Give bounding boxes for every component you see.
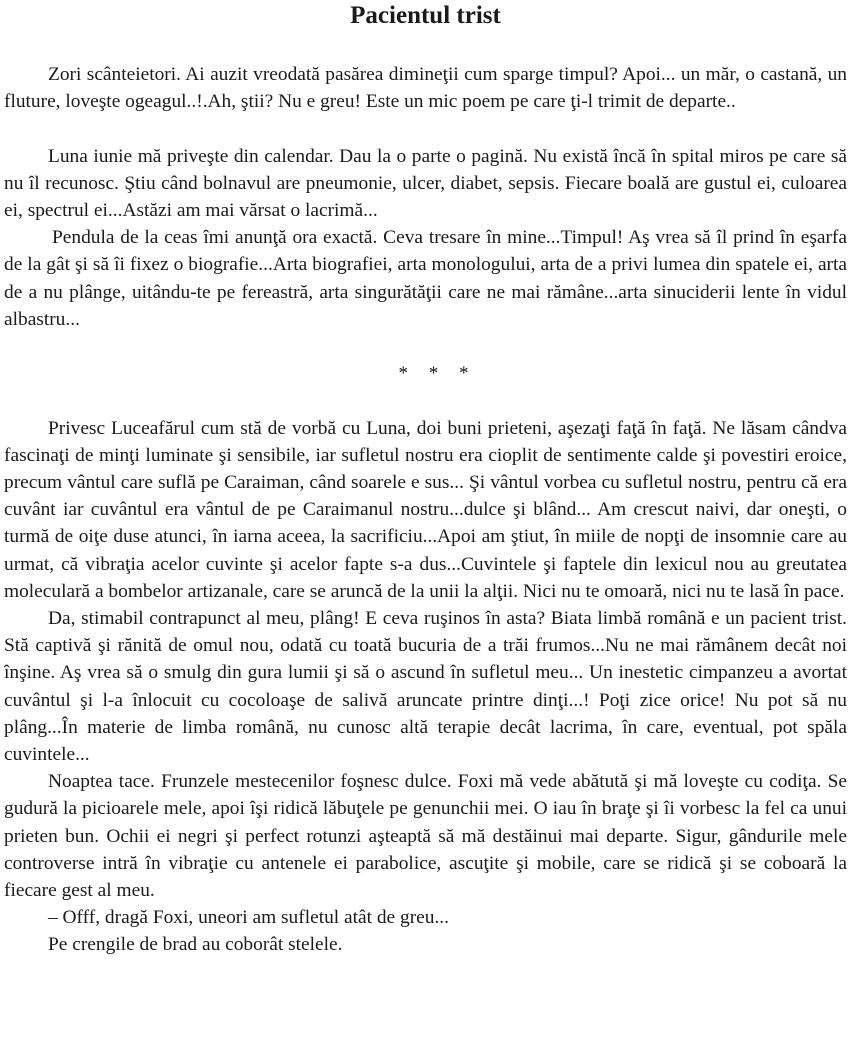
section-separator: * * * [398,363,477,385]
paragraph-4: Privesc Luceafărul cum stă de vorbă cu Luna, doi buni prieteni, aşezaţi faţă în faţă. Ne lăsam cândva fascinaţi de minţi luminate şi sensibile, iar sufletul nostru era cioplit de sentimente calde şi povestiri eroice, precum vântul care suflă pe Caraiman, când soarele e sus... Şi vântul vorbea cu sufletul nostru, pentru că era cuvânt iar cuvântul era vântul de pe Caraimanul nostru...dulce şi blând... Am crescut naivi, dar oneşti, o turmă de oiţe duse atunci, în iarna aceea, la sacrificiu...Apoi am ştiut, în miile de nopţi de insomnie care au urmat, că vibraţia acelor cuvinte şi acelor fapte s-a dus...Cuvintele şi faptele din lexicul nou au greutatea moleculară a bombelor artizanale, care se aruncă de la unii la alţii. Nici nu te omoară, nici nu te lasă în pace. [4,417,847,602]
paragraph-1: Zori scânteietori. Ai auzit vreodată pasărea dimineţii cum sparge timpul? Apoi... un măr, o castană, un fluture, loveşte ogeagul..!.Ah, ştii? Nu e greu! Este un mic poem pe care ţi-l trimit de departe.. [4,64,847,113]
paragraph-2: Luna iunie mă priveşte din calendar. Dau la o parte o pagină. Nu există încă în spital miros pe care să nu îl recunosc. Ştiu când bolnavul are pneumonie, ulcer, diabet, sepsis. Fiecare boală are gustul ei, culoarea ei, spectrul ei...Astăzi am mai vărsat o lacrimă... [4,145,847,221]
document-body [4,61,847,959]
paragraph-gap [4,333,847,360]
paragraph-7: – Offf, dragă Foxi, uneori am sufletul atât de greu... [48,907,449,929]
paragraph-gap [4,115,847,142]
paragraph-8: Pe crengile de brad au coborât stelele. [48,934,343,956]
paragraph-6: Noaptea tace. Frunzele mestecenilor foşnesc dulce. Foxi mă vede abătută şi mă loveşte cu codiţa. Se gudură la picioarele mele, apoi îşi ridică lăbuţele pe genunchii mei. O iau în braţe şi îi vorbesc la fel ca unui prieten bun. Ochii ei negri şi perfect rotunzi aşteaptă să mă destăinui mai departe. Sigur, gândurile mele controverse intră în vibraţie cu antenele ei parabolice, ascuţite şi mobile, care se ridică şi se coboară la fiecare gest al meu. [4,771,847,902]
page-title: Pacientul trist [350,2,501,29]
paragraph-gap [4,387,847,414]
paragraph-3: Pendula de la ceas îmi anunţă ora exactă. Ceva tresare în mine...Timpul! Aş vrea să îl prind în eşarfa de la gât şi să îi fixez o biografie...Arta biografiei, arta monologului, arta de a privi lumea din spatele ei, arta de a nu plânge, uitându-te pe fereastră, arta singurătăţii care ne mai rămâne...arta sinuciderii lente în vidul albastru... [4,227,847,330]
paragraph-5: Da, stimabil contrapunct al meu, plâng! E ceva ruşinos în asta? Biata limbă română e un pacient trist. Stă captivă şi rănită de omul nou, odată cu toată bucuria de a trăi frumos...Nu ne mai rămânem decât noi înşine. Aş vrea să o smulg din gura lumii şi să o ascund în sufletul meu... Un inestetic cimpanzeu a avortat cuvântul şi l-a înlocuit cu cocoloaşe de salivă aruncate printre dinţi...! Poţi zice orice! Nu pot să nu plâng...În materie de limba română, nu cunosc altă terapie decât lacrima, în care, eventual, pot spăla cuvintele... [4,608,847,766]
